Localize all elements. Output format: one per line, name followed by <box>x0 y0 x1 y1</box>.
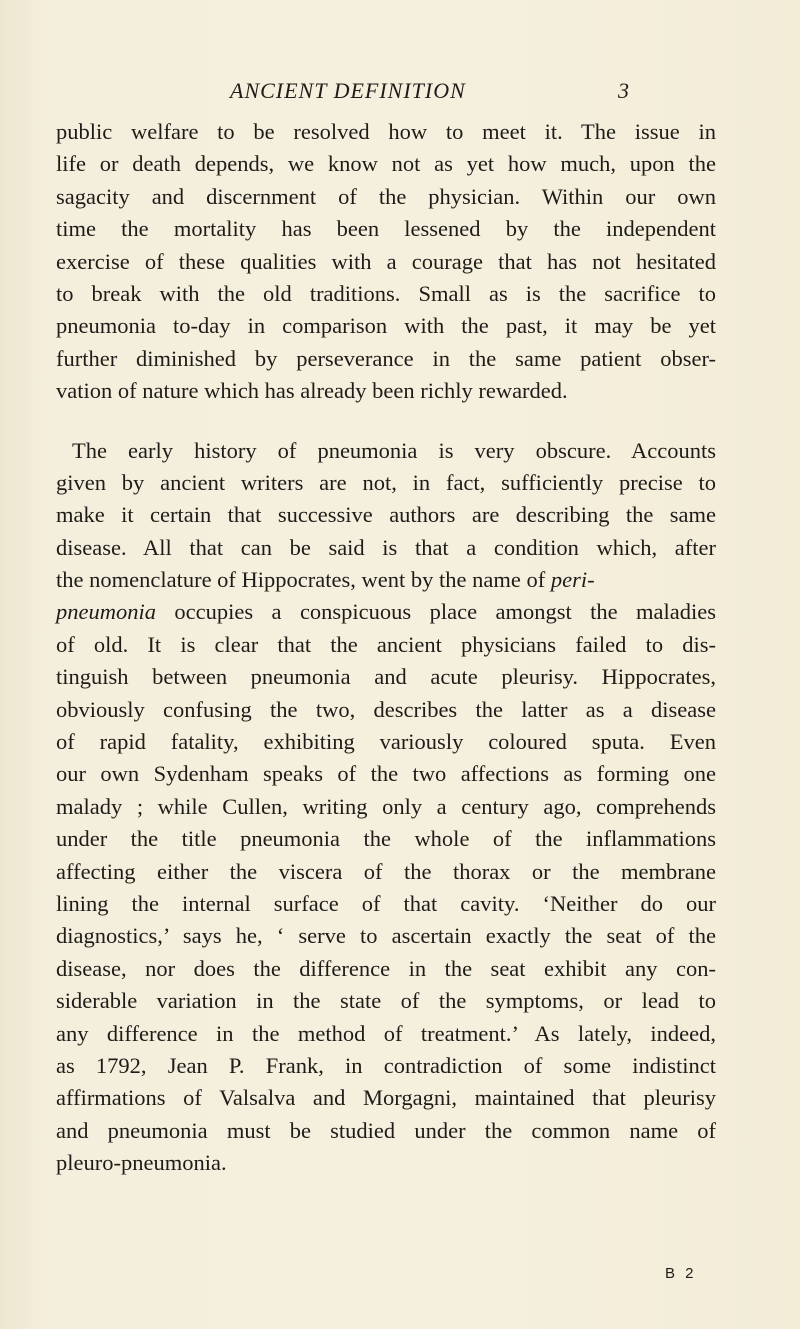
text-line: under the title pneumonia the whole of the inflammations <box>56 826 716 852</box>
page-number: 3 <box>618 78 630 103</box>
text-line-content: The early history of pneumonia is very obscure. Accounts <box>72 437 716 463</box>
text-line: obviously confusing the two, describes the latter as a disease <box>56 696 716 722</box>
text-line: and pneumonia must be studied under the common name of <box>56 1117 716 1143</box>
text-line-content: occupies a conspicuous place amongst the maladies <box>156 599 716 625</box>
text-line: as 1792, Jean P. Frank, in contradiction of some indistinct <box>56 1052 716 1078</box>
text-line: vation of nature which has already been richly rewarded. <box>56 378 568 404</box>
text-line <box>56 435 716 467</box>
paragraph-2 <box>56 435 716 1180</box>
text-line: lining the internal surface of that cavity. ‘Neither do our <box>56 890 716 916</box>
text-line: exercise of these qualities with a courage that has not hesitated <box>56 248 716 274</box>
text-line: public welfare to be resolved how to meet it. The issue in <box>56 119 716 144</box>
text-line: pleuro-pneumonia. <box>56 1150 227 1176</box>
body-text <box>56 116 716 1180</box>
text-line: siderable variation in the state of the symptoms, or lead to <box>56 988 716 1014</box>
running-title: ANCIENT DEFINITION <box>230 78 466 103</box>
text-line: tinguish between pneumonia and acute pleurisy. Hippocrates, <box>56 664 716 690</box>
text-line: make it certain that successive authors are describing the same <box>56 502 716 528</box>
text-line: of old. It is clear that the ancient physicians failed to dis- <box>56 631 716 657</box>
text-line: affirmations of Valsalva and Morgagni, maintained that pleurisy <box>56 1085 716 1111</box>
text-line: life or death depends, we know not as yet how much, upon the <box>56 151 716 177</box>
text-line <box>56 564 716 596</box>
italic-term: pneumonia <box>56 599 156 625</box>
text-line: sagacity and discernment of the physician. Within our own <box>56 183 716 209</box>
text-line: disease. All that can be said is that a condition which, after <box>56 534 716 560</box>
text-line: further diminished by perseverance in the same patient obser- <box>56 345 716 371</box>
text-line: given by ancient writers are not, in fact, sufficiently precise to <box>56 469 716 495</box>
text-line: to break with the old traditions. Small as is the sacrifice to <box>56 280 716 306</box>
running-header <box>230 78 630 108</box>
paragraph-gap <box>56 408 716 435</box>
text-line: of rapid fatality, exhibiting variously coloured sputa. Even <box>56 729 716 755</box>
text-line: time the mortality has been lessened by the independent <box>56 216 716 242</box>
italic-term: peri- <box>550 567 595 593</box>
text-line: any difference in the method of treatment.’ As lately, indeed, <box>56 1020 716 1046</box>
text-line: malady ; while Cullen, writing only a century ago, comprehends <box>56 793 716 819</box>
text-line-content: the nomenclature of Hippocrates, went by the name of <box>56 567 551 593</box>
text-line <box>56 596 716 628</box>
text-line: disease, nor does the difference in the seat exhibit any con- <box>56 955 716 981</box>
text-line: diagnostics,’ says he, ‘ serve to ascertain exactly the seat of the <box>56 923 716 949</box>
text-line: pneumonia to-day in comparison with the past, it may be yet <box>56 313 716 339</box>
signature-mark: B 2 <box>665 1265 697 1282</box>
paragraph-1 <box>56 116 716 408</box>
text-line: our own Sydenham speaks of the two affections as forming one <box>56 761 716 787</box>
text-line: affecting either the viscera of the thorax or the membrane <box>56 858 716 884</box>
